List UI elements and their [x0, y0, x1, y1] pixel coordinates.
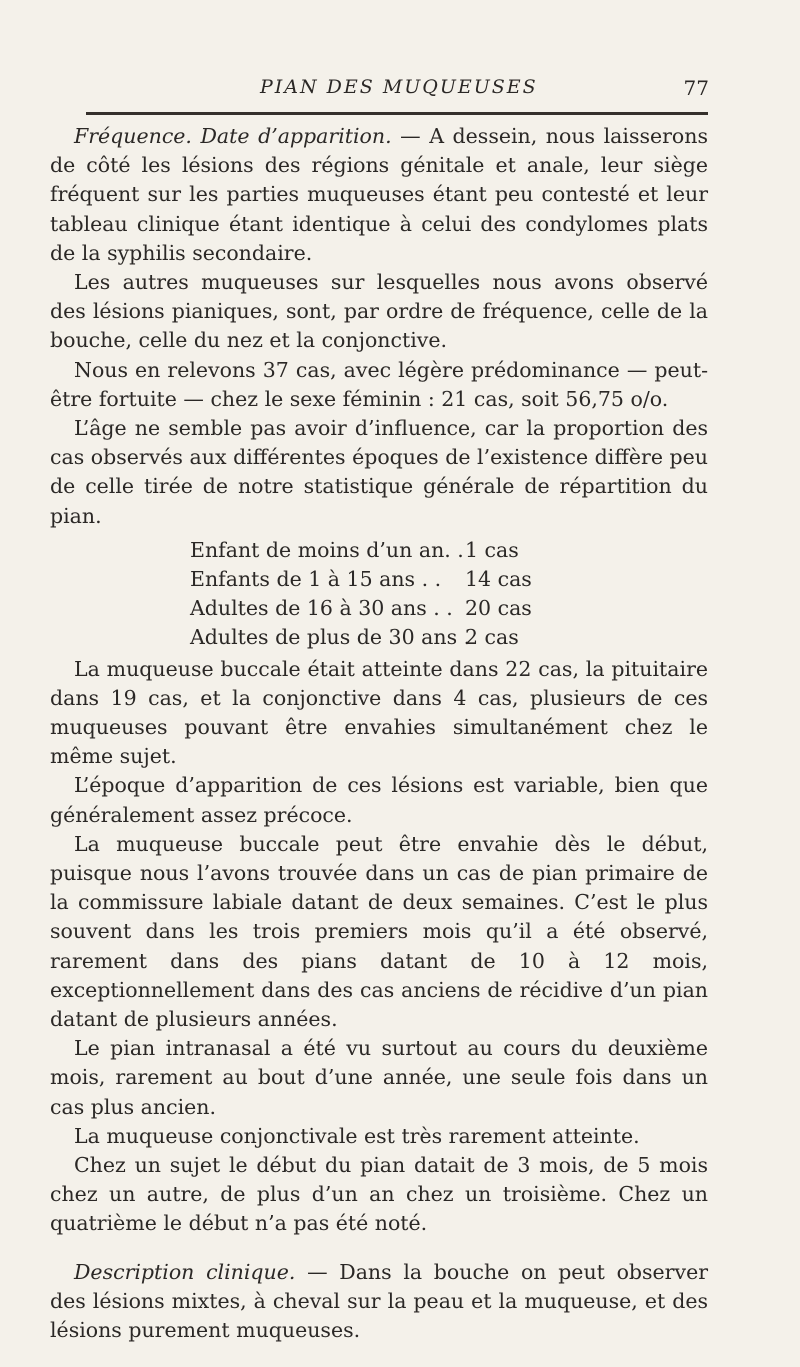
- table-row: [190, 536, 708, 565]
- row-label: Adultes de plus de 30 ans .: [190, 625, 471, 650]
- paragraph: Chez un sujet le début du pian datait de 3 mois, de 5 mois chez un autre, de plus d’un an chez un troisième. Chez un quatrième le début n’a pas été noté.: [50, 1153, 708, 1236]
- running-title: PIAN DES MUQUEUSES: [260, 76, 538, 98]
- paragraph-text: — A dessein, nous laisserons de côté les lésions des régions génitale et anale, leur siège fréquent sur les parties muqueuses étant peu contesté et leur tableau clinique étant identique à celui des condylomes plats de la syphilis secondaire.: [50, 124, 708, 265]
- age-distribution-table: [190, 536, 708, 653]
- paragraph-text: — Dans la bouche on peut observer des lésions mixtes, à cheval sur la peau et la muqueuse, et des lésions purement muqueuses.: [50, 1259, 708, 1343]
- paragraph: La muqueuse buccale était atteinte dans 22 cas, la pituitaire dans 19 cas, et la conjonctive dans 4 cas, plusieurs de ces muqueuses pouvant être envahies simultanément chez le même sujet.: [50, 656, 708, 769]
- page-body: [50, 122, 708, 1345]
- paragraph: Le pian intranasal a été vu surtout au cours du deuxième mois, rarement au bout d’une année, une seule fois dans un cas plus ancien.: [50, 1036, 708, 1119]
- paragraph: [50, 122, 708, 268]
- paragraph: [50, 1258, 708, 1346]
- page-number: 77: [683, 76, 709, 100]
- paragraph: L’âge ne semble pas avoir d’influence, car la proportion des cas observés aux différentes époques de l’existence diffère peu de celle tirée de notre statistique générale de répartition du pian.: [50, 416, 708, 528]
- table-row: [190, 623, 708, 652]
- row-value: 1 cas: [465, 537, 519, 562]
- paragraph: L’époque d’apparition de ces lésions est variable, bien que généralement assez précoce.: [50, 773, 708, 827]
- row-label: Adultes de 16 à 30 ans . .: [190, 596, 453, 621]
- row-value: 20 cas: [465, 596, 532, 621]
- row-label: Enfants de 1 à 15 ans . .: [190, 567, 442, 592]
- table-row: [190, 565, 708, 594]
- section-heading-description: Description clinique.: [74, 1259, 296, 1284]
- row-label: Enfant de moins d’un an. .: [190, 537, 464, 562]
- paragraph: La muqueuse buccale peut être envahie dès le début, puisque nous l’avons trouvée dans un cas de pian primaire de la commissure labiale datant de deux semaines. C’est le plus souvent dans les trois premiers mois qu’il a été observé, rarement dans des pians datant de 10 à 12 mois, exceptionnellement dans des cas anciens de récidive d’un pian datant de plusieurs années.: [50, 831, 708, 1032]
- page-header: [64, 76, 709, 106]
- paragraph: Nous en relevons 37 cas, avec légère prédominance — peut-être fortuite — chez le sexe féminin : 21 cas, soit 56,75 o/o.: [50, 357, 708, 411]
- paragraph: Les autres muqueuses sur lesquelles nous avons observé des lésions pianiques, sont, par ordre de fréquence, celle de la bouche, celle du nez et la conjonctive.: [50, 270, 708, 353]
- row-value: 2 cas: [465, 625, 519, 650]
- row-value: 14 cas: [465, 567, 532, 592]
- header-rule: [86, 112, 708, 115]
- section-heading-frequence: Fréquence. Date d’apparition.: [74, 124, 392, 148]
- table-row: [190, 594, 708, 623]
- paragraph: La muqueuse conjonctivale est très rarement atteinte.: [74, 1123, 640, 1148]
